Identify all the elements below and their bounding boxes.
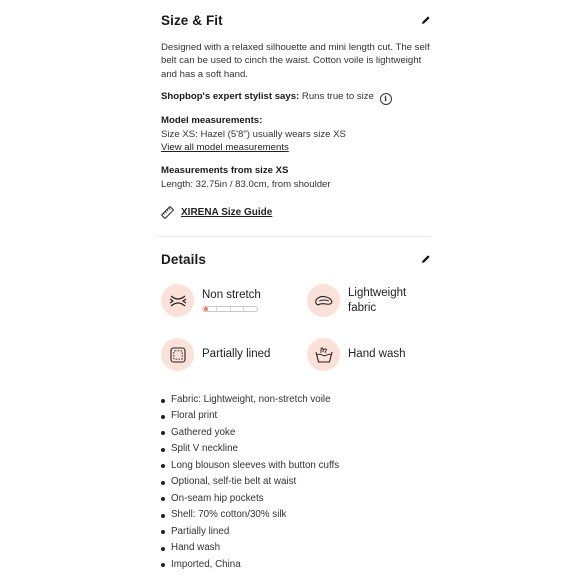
stretch-indicator [204,307,208,311]
list-item: Fabric: Lightweight, non-stretch voile [171,392,431,408]
feature-hand-wash [307,338,406,371]
feature-icon-circle [307,284,340,317]
model-measurements-label: Model measurements: [161,115,263,127]
size-fit-title: Size & Fit [161,12,223,28]
stretch-segment [203,307,217,311]
pencil-icon[interactable] [421,15,431,25]
size-fit-header[interactable] [161,10,433,30]
pencil-icon[interactable] [421,254,431,264]
stretch-segment [217,307,231,311]
stretch-meter [202,306,258,312]
measurements-text: Length: 32.75in / 83.0cm, from shoulder [161,178,331,190]
stylist-note [161,90,433,105]
details-header[interactable] [161,249,433,269]
ruler-icon [161,206,174,219]
section-divider [157,236,431,237]
details-section [161,249,433,269]
measurements-label: Measurements from size XS [161,165,289,177]
stylist-label: Shopbop's expert stylist says: [161,91,300,103]
feature-icon-circle [161,338,194,371]
non-stretch-icon [168,293,188,309]
list-item: Gathered yoke [171,425,431,441]
model-measurements-text: Size XS: Hazel (5'8") usually wears size XS [161,128,346,140]
feature-label: Lightweight fabric [348,287,407,314]
feature-label: Non stretch [202,289,261,302]
details-bullet-list [157,392,431,573]
list-item: Optional, self-tie belt at waist [171,474,431,490]
view-model-measurements-link[interactable]: View all model measurements [161,142,289,154]
feature-icon-circle [307,338,340,371]
list-item: Split V neckline [171,441,431,457]
list-item: Hand wash [171,540,431,556]
size-fit-section [161,10,433,220]
lightweight-fabric-icon [314,294,334,308]
hand-wash-icon [314,346,334,364]
size-guide-link[interactable]: XIRENA Size Guide [181,207,273,219]
list-item: On-seam hip pockets [171,491,431,507]
details-title: Details [161,251,206,267]
size-guide[interactable] [161,206,433,219]
feature-non-stretch [161,284,261,317]
feature-label: Partially lined [202,348,271,361]
feature-lightweight-fabric [307,284,418,317]
size-fit-description: Designed with a relaxed silhouette and mini length cut. The self belt can be used to cinch the waist. Cotton voile is lightweight and has a soft hand. [161,42,430,80]
feature-label: Hand wash [348,348,406,361]
list-item: Long blouson sleeves with button cuffs [171,458,431,474]
list-item: Imported, China [171,557,431,573]
info-icon[interactable]: i [380,93,392,105]
list-item: Floral print [171,408,431,424]
list-item: Partially lined [171,524,431,540]
stretch-segment [244,307,257,311]
stretch-segment [231,307,245,311]
list-item: Shell: 70% cotton/30% silk [171,507,431,523]
partially-lined-icon [169,346,187,364]
stylist-value: Runs true to size [301,91,374,103]
feature-icon-circle [161,284,194,317]
feature-partially-lined [161,338,270,371]
